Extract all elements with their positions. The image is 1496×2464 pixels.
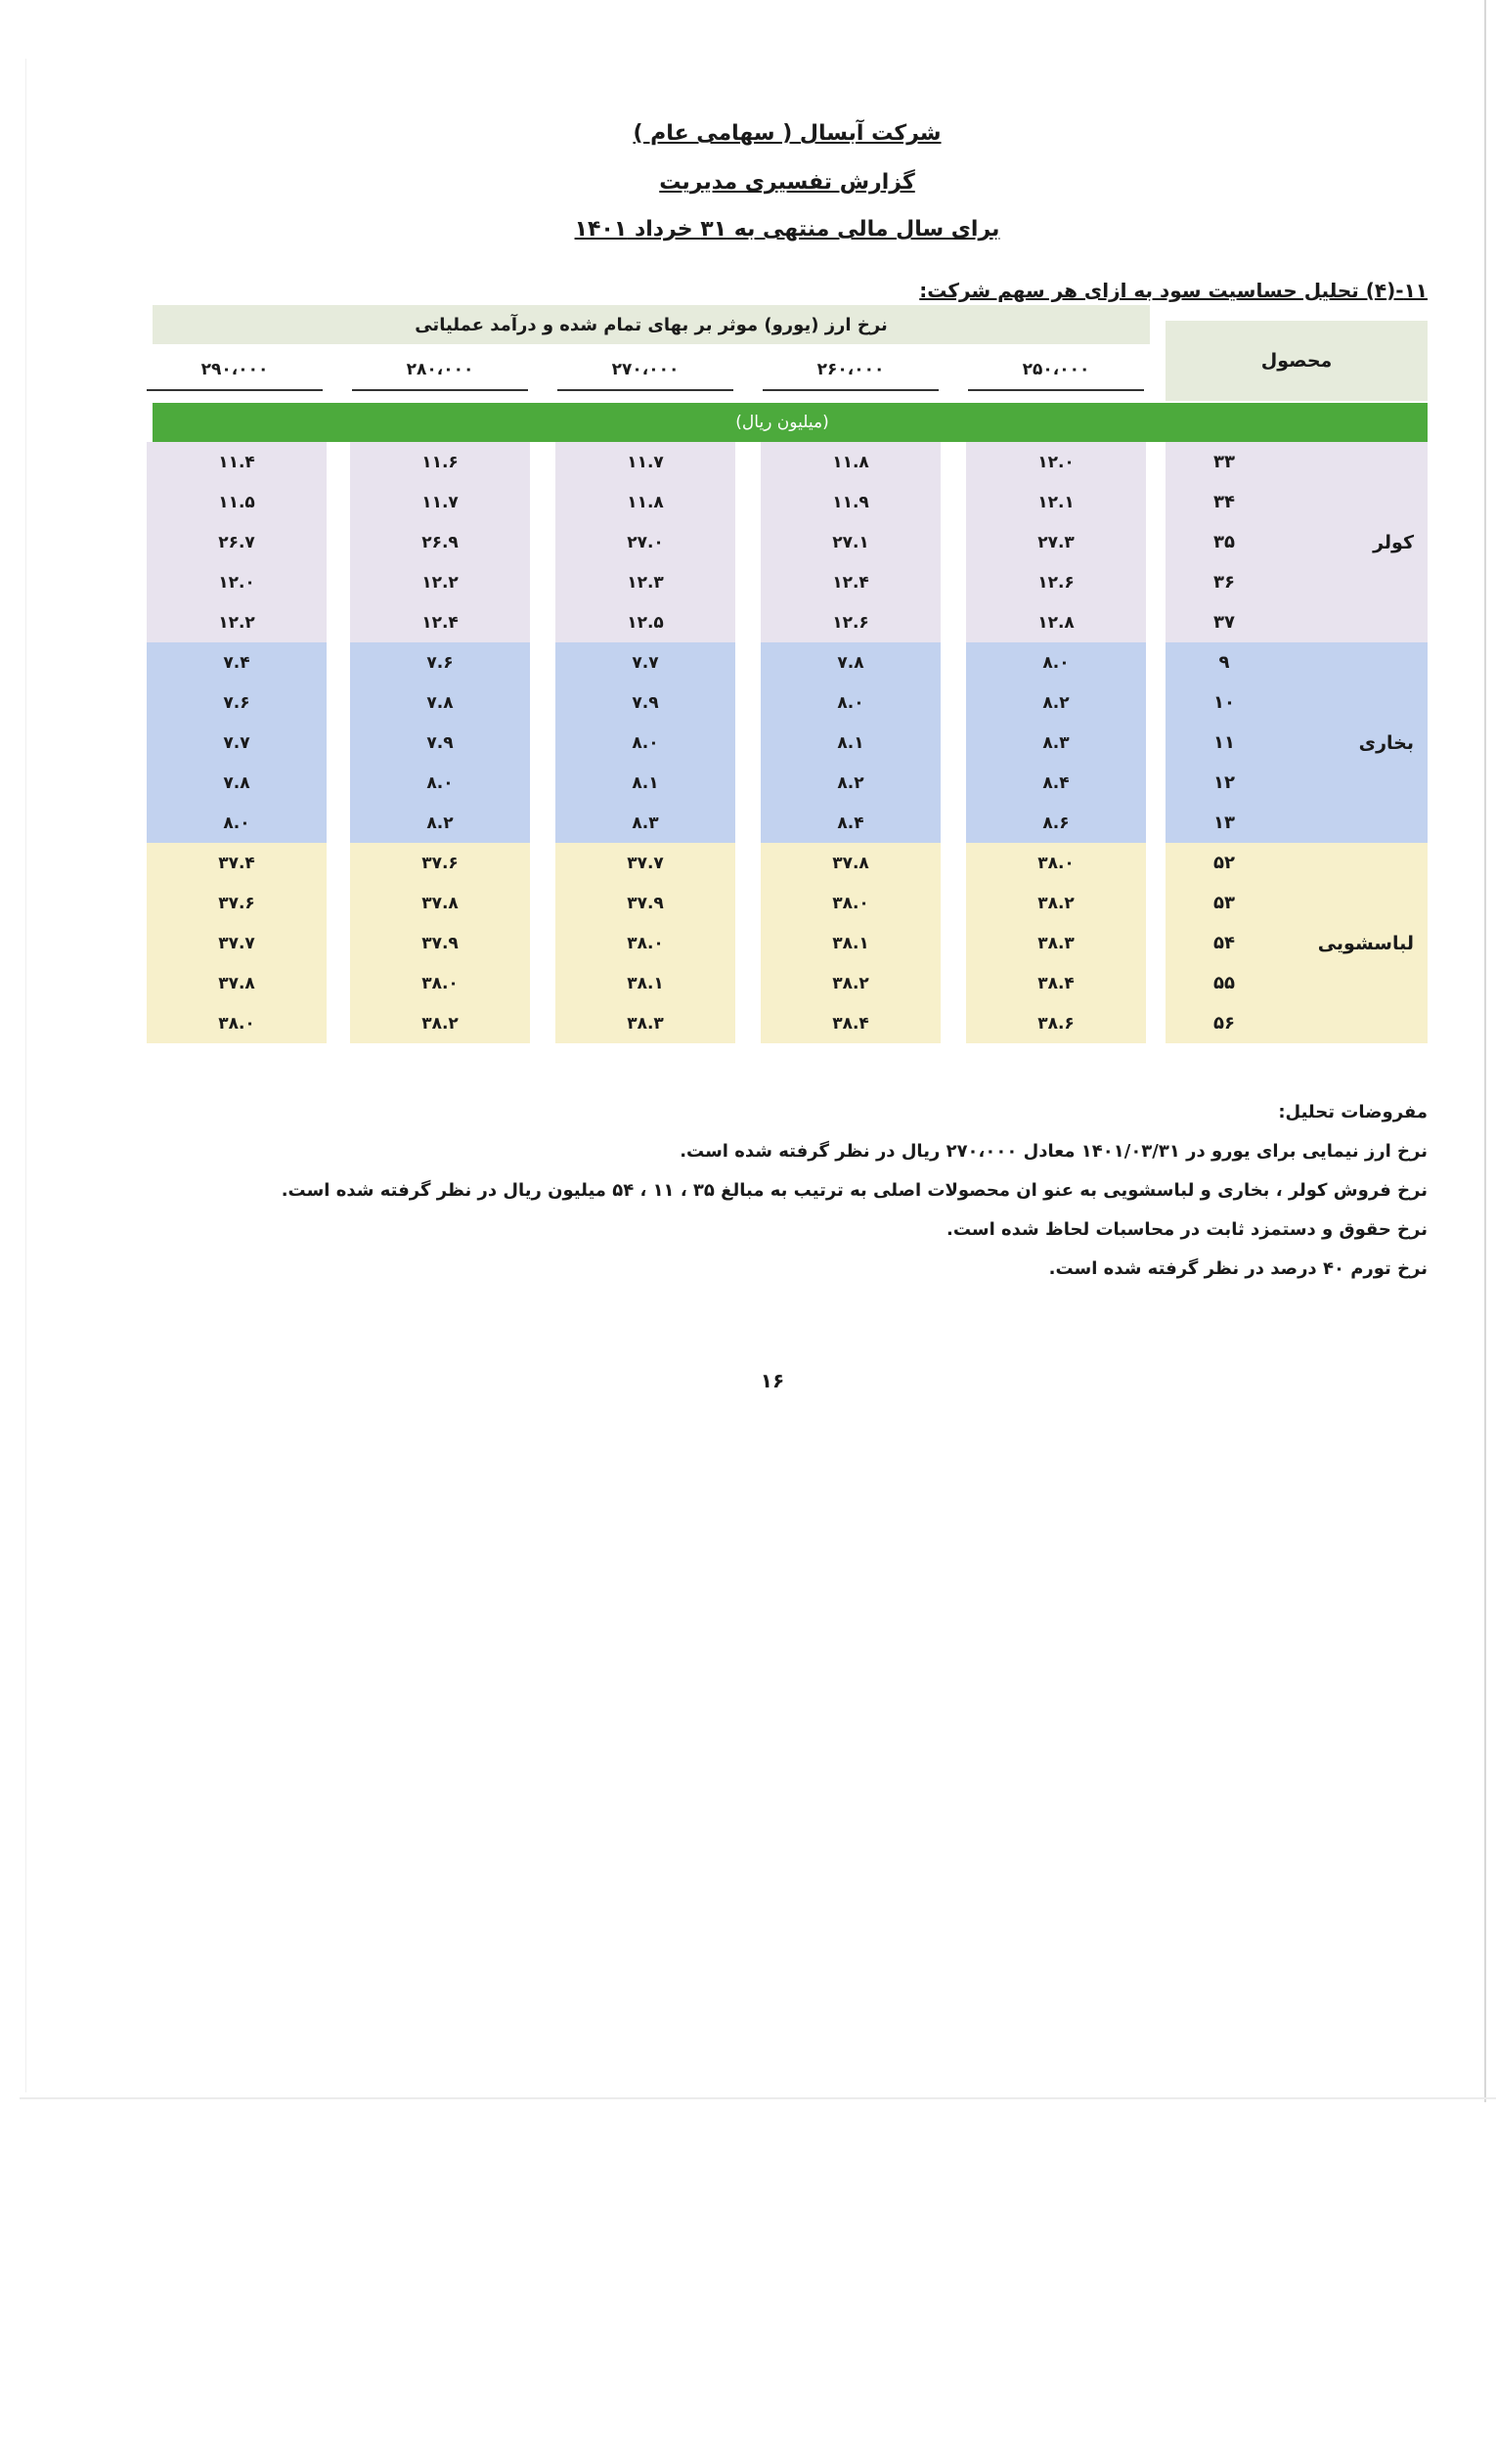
value-column-260000 [761, 442, 941, 1043]
value-cell: ۱۱.۶ [421, 452, 459, 472]
value-cell: ۳۸.۲ [832, 973, 869, 993]
product-group-washer [1166, 843, 1428, 1043]
sale-price-cell: ۵۴ [1213, 933, 1235, 953]
value-cell: ۳۷.۴ [218, 853, 255, 873]
value-cell: ۳۷.۸ [218, 973, 255, 993]
value-cell: ۱۲.۸ [1037, 612, 1075, 633]
value-cell: ۷.۸ [837, 652, 864, 673]
unit-label: (میلیون ریال) [735, 413, 829, 432]
value-cell: ۲۶.۷ [218, 532, 255, 552]
page-edge-bottom [20, 2097, 1496, 2099]
rate-header-cell: ۲۶۰،۰۰۰ [816, 360, 885, 379]
value-cell: ۳۸.۴ [832, 1013, 869, 1034]
value-cell: ۸.۰ [223, 813, 250, 833]
value-cell: ۸.۱ [632, 772, 659, 793]
value-cell: ۳۷.۹ [421, 933, 459, 953]
sale-price-cell: ۵۶ [1213, 1013, 1235, 1034]
value-cell: ۸.۲ [1042, 692, 1070, 713]
page-edge-right [1484, 0, 1486, 2102]
sale-price-cell: ۱۳ [1213, 813, 1235, 833]
value-cell: ۸.۴ [837, 813, 864, 833]
rate-underline [968, 389, 1144, 391]
assumption-line: نرخ حقوق و دستمزد ثابت در محاسبات لحاظ شده است. [946, 1219, 1428, 1240]
value-cell: ۲۶.۹ [421, 532, 459, 552]
value-cell: ۳۸.۱ [832, 933, 869, 953]
heater-band [761, 642, 941, 843]
value-cell: ۸.۲ [837, 772, 864, 793]
value-cell: ۲۷.۰ [627, 532, 664, 552]
value-cell: ۱۲.۱ [1037, 492, 1075, 512]
value-cell: ۳۸.۰ [218, 1013, 255, 1034]
value-cell: ۱۱.۷ [421, 492, 459, 512]
value-cell: ۸.۴ [1042, 772, 1070, 793]
value-cell: ۷.۸ [223, 772, 250, 793]
heater-band [147, 642, 327, 843]
value-cell: ۱۱.۷ [627, 452, 664, 472]
value-cell: ۸.۰ [837, 692, 864, 713]
value-cell: ۷.۴ [223, 652, 250, 673]
value-cell: ۳۷.۸ [832, 853, 869, 873]
value-cell: ۳۷.۷ [218, 933, 255, 953]
sale-price-cell: ۹ [1218, 652, 1230, 673]
rate-underline [352, 389, 528, 391]
value-cell: ۱۱.۴ [218, 452, 255, 472]
value-cell: ۳۸.۰ [1037, 853, 1075, 873]
value-cell: ۱۲.۲ [421, 572, 459, 593]
sale-price-cell: ۳۵ [1213, 532, 1235, 552]
value-column-270000 [555, 442, 735, 1043]
value-cell: ۷.۶ [223, 692, 250, 713]
value-cell: ۳۷.۸ [421, 893, 459, 913]
sale-price-cell: ۳۳ [1213, 452, 1235, 472]
value-cell: ۸.۶ [1042, 813, 1070, 833]
value-cell: ۳۸.۰ [627, 933, 664, 953]
value-cell: ۳۸.۲ [421, 1013, 459, 1034]
value-cell: ۱۱.۸ [627, 492, 664, 512]
value-cell: ۱۲.۵ [627, 612, 664, 633]
page-edge-left [25, 59, 26, 2092]
value-cell: ۱۱.۹ [832, 492, 869, 512]
product-name: بخاری [1358, 731, 1414, 754]
heater-band [555, 642, 735, 843]
sale-price-cell: ۱۲ [1213, 772, 1235, 793]
value-cell: ۱۲.۴ [421, 612, 459, 633]
product-group-heater [1166, 642, 1428, 843]
value-cell: ۱۲.۶ [832, 612, 869, 633]
value-cell: ۱۲.۰ [1037, 452, 1075, 472]
sensitivity-table [147, 305, 1428, 1048]
washer-band [555, 843, 735, 1043]
cooler-band [761, 442, 941, 642]
analysis-assumptions [281, 1093, 1428, 1289]
rate-header-cell: ۲۵۰،۰۰۰ [1022, 360, 1090, 379]
value-cell: ۳۷.۶ [421, 853, 459, 873]
rate-header-cell: ۲۸۰،۰۰۰ [406, 360, 474, 379]
period-title: برای سال مالی منتهی به ۳۱ خرداد ۱۴۰۱ [574, 217, 1000, 242]
sale-price-cell: ۵۲ [1213, 853, 1235, 873]
report-title: گزارش تفسیری مدیریت [659, 170, 915, 195]
value-cell: ۳۸.۳ [1037, 933, 1075, 953]
value-column-280000 [350, 442, 530, 1043]
sale-price-cell: ۳۶ [1213, 572, 1235, 593]
section-title: ۱۱-(۴) تحلیل حساسیت سود به ازای هر سهم شرکت: [919, 279, 1428, 302]
sale-price-cell: ۳۷ [1213, 612, 1235, 633]
cooler-band [966, 442, 1146, 642]
value-cell: ۳۸.۰ [421, 973, 459, 993]
washer-band [761, 843, 941, 1043]
cooler-band [147, 442, 327, 642]
cooler-band [350, 442, 530, 642]
value-cell: ۳۸.۲ [1037, 893, 1075, 913]
value-cell: ۸.۱ [837, 732, 864, 753]
value-cell: ۸.۰ [426, 772, 454, 793]
product-name: لباسشویی [1317, 932, 1414, 954]
value-cell: ۱۲.۴ [832, 572, 869, 593]
sale-price-cell: ۳۴ [1213, 492, 1235, 512]
heater-band [966, 642, 1146, 843]
product-name: کولر [1373, 531, 1414, 553]
value-cell: ۸.۳ [632, 813, 659, 833]
cooler-band [555, 442, 735, 642]
value-cell: ۱۲.۰ [218, 572, 255, 593]
value-cell: ۳۷.۹ [627, 893, 664, 913]
company-title: شرکت آبسال ( سهامی عام ) [633, 121, 942, 146]
heater-band [350, 642, 530, 843]
value-cell: ۷.۷ [223, 732, 250, 753]
value-cell: ۳۸.۳ [627, 1013, 664, 1034]
value-cell: ۷.۸ [426, 692, 454, 713]
rate-header-cell: ۲۹۰،۰۰۰ [200, 360, 269, 379]
value-column-250000 [966, 442, 1146, 1043]
washer-band [350, 843, 530, 1043]
rate-underline [557, 389, 733, 391]
product-header: محصول [1166, 321, 1428, 401]
sale-price-cell: ۵۵ [1213, 973, 1235, 993]
value-cell: ۱۲.۳ [627, 572, 664, 593]
value-cell: ۳۸.۴ [1037, 973, 1075, 993]
value-cell: ۸.۳ [1042, 732, 1070, 753]
rate-underline [147, 389, 323, 391]
value-cell: ۷.۹ [632, 692, 659, 713]
value-cell: ۳۸.۱ [627, 973, 664, 993]
sale-price-cell: ۱۰ [1213, 692, 1235, 713]
value-cell: ۷.۷ [632, 652, 659, 673]
value-cell: ۱۱.۸ [832, 452, 869, 472]
value-cell: ۱۲.۶ [1037, 572, 1075, 593]
value-cell: ۸.۲ [426, 813, 454, 833]
value-cell: ۳۷.۷ [627, 853, 664, 873]
value-cell: ۳۷.۶ [218, 893, 255, 913]
value-column-290000 [147, 442, 327, 1043]
rate-header: نرخ ارز (یورو) موثر بر بهای تمام شده و درآمد عملیاتی [153, 305, 1150, 344]
value-cell: ۸.۰ [1042, 652, 1070, 673]
assumption-line: نرخ ارز نیمایی برای یورو در ۱۴۰۱/۰۳/۳۱ معادل ۲۷۰،۰۰۰ ریال در نظر گرفته شده است. [680, 1141, 1428, 1162]
sale-price-cell: ۱۱ [1213, 732, 1235, 753]
assumptions-title: مفروضات تحلیل: [1278, 1102, 1428, 1122]
rate-header-cell: ۲۷۰،۰۰۰ [611, 360, 680, 379]
washer-band [147, 843, 327, 1043]
product-column [1166, 442, 1428, 1043]
assumption-line: نرخ فروش کولر ، بخاری و لباسشویی به عنو ان محصولات اصلی به ترتیب به مبالغ ۳۵ ، ۱۱ ، ۵۴ میلیون ریال در نظر گرفته شده است. [281, 1180, 1428, 1201]
rate-underline [763, 389, 939, 391]
product-group-cooler [1166, 442, 1428, 642]
value-cell: ۳۸.۶ [1037, 1013, 1075, 1034]
value-cell: ۲۷.۱ [832, 532, 869, 552]
assumption-line: نرخ تورم ۴۰ درصد در نظر گرفته شده است. [1048, 1258, 1428, 1279]
value-cell: ۸.۰ [632, 732, 659, 753]
washer-band [966, 843, 1146, 1043]
sale-price-cell: ۵۳ [1213, 893, 1235, 913]
value-cell: ۷.۹ [426, 732, 454, 753]
value-cell: ۷.۶ [426, 652, 454, 673]
value-cell: ۲۷.۳ [1037, 532, 1075, 552]
value-cell: ۱۱.۵ [218, 492, 255, 512]
page-number: ۱۶ [760, 1369, 785, 1392]
value-cell: ۳۸.۰ [832, 893, 869, 913]
value-cell: ۱۲.۲ [218, 612, 255, 633]
